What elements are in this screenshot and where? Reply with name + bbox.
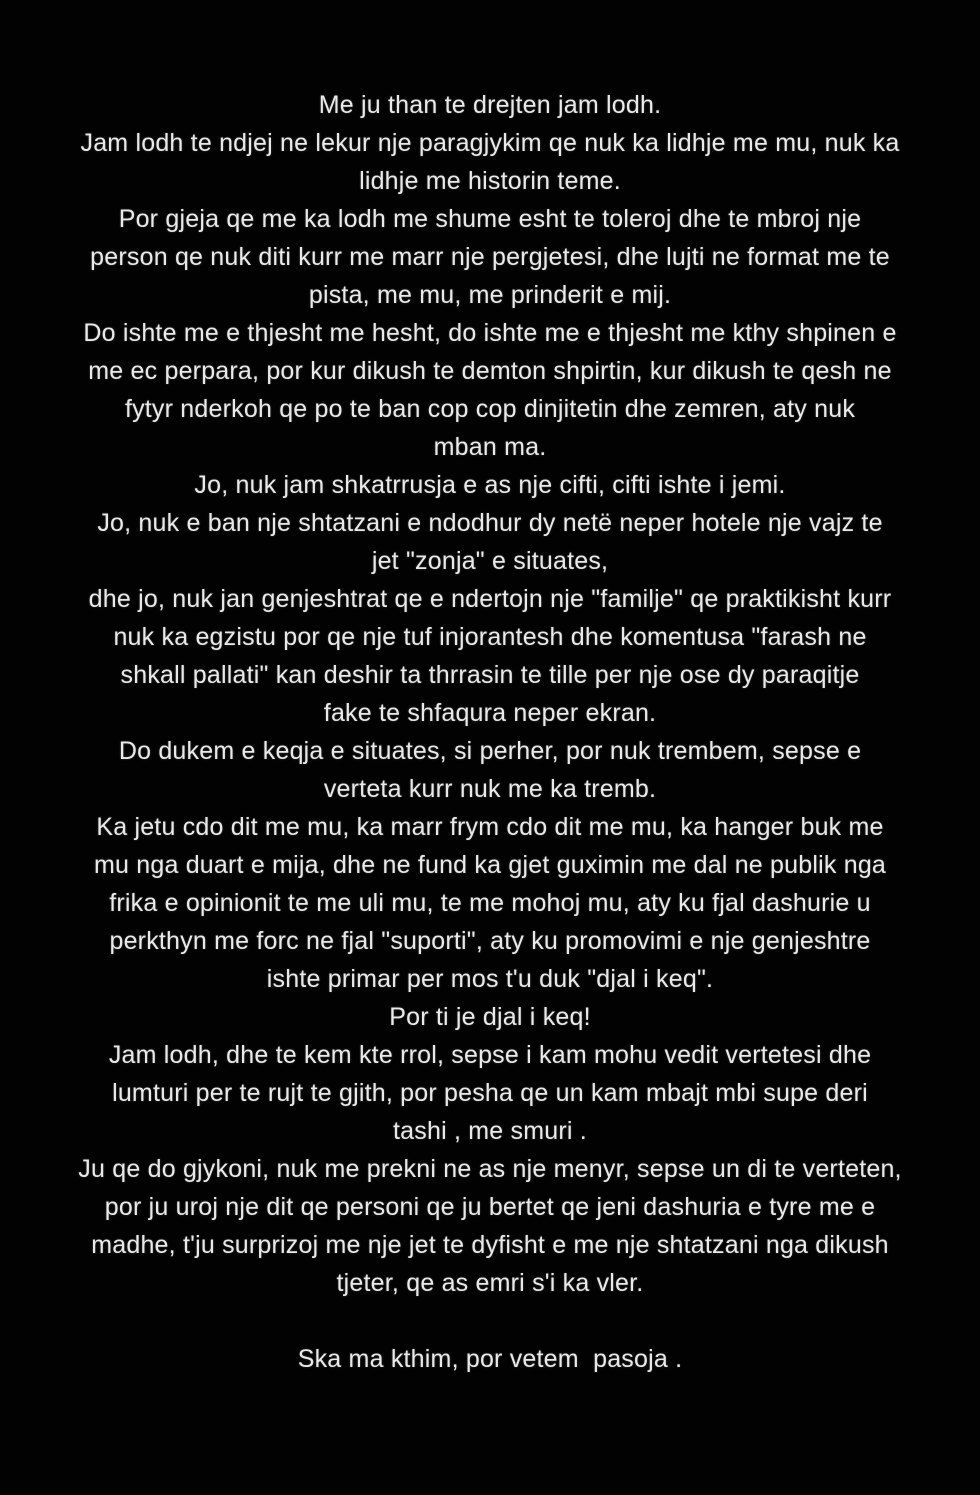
post-text-line: me ec perpara, por kur dikush te demton shpirtin, kur dikush te qesh ne bbox=[88, 357, 892, 385]
post-text-line: Ska ma kthim, por vetem pasoja . bbox=[297, 1345, 683, 1373]
post-text-line: frika e opinionit te me uli mu, te me mohoj mu, aty ku fjal dashurie u bbox=[109, 889, 871, 917]
post-text-line: fytyr nderkoh qe po te ban cop cop dinjitetin dhe zemren, aty nuk bbox=[124, 395, 856, 423]
post-text-line: Me ju than te drejten jam lodh. bbox=[318, 91, 662, 119]
post-text-line: ishte primar per mos t'u duk "djal i keq". bbox=[266, 965, 714, 993]
post-text-line: person qe nuk diti kurr me marr nje pergjetesi, dhe lujti ne format me te bbox=[90, 243, 890, 271]
post-text-line: shkall pallati" kan deshir ta thrrasin te tille per nje ose dy paraqitje bbox=[120, 661, 860, 689]
post-text-line: por ju uroj nje dit qe personi qe ju bertet qe jeni dashuria e tyre me e bbox=[104, 1193, 876, 1221]
post-text-line: Ka jetu cdo dit me mu, ka marr frym cdo dit me mu, ka hanger buk me bbox=[96, 813, 884, 841]
post-text-line: Ju qe do gjykoni, nuk me prekni ne as nje menyr, sepse un di te verteten, bbox=[78, 1155, 902, 1183]
post-text-line: perkthyn me forc ne fjal "suporti", aty ku promovimi e nje genjeshtre bbox=[109, 927, 871, 955]
post-text-line: dhe jo, nuk jan genjeshtrat qe e ndertojn nje "familje" qe praktikisht kurr bbox=[88, 585, 892, 613]
post-text-line: jet "zonja" e situates, bbox=[371, 547, 609, 575]
post-text-line: Do dukem e keqja e situates, si perher, por nuk trembem, sepse e bbox=[118, 737, 862, 765]
post-text-line: lumturi per te rujt te gjith, por pesha qe un kam mbajt mbi supe deri bbox=[112, 1079, 868, 1107]
post-text-line: Jo, nuk e ban nje shtatzani e ndodhur dy netë neper hotele nje vajz te bbox=[97, 509, 883, 537]
post-text-line bbox=[14, 1302, 966, 1340]
post-text-line: Jam lodh, dhe te kem kte rrol, sepse i kam mohu vedit vertetesi dhe bbox=[108, 1041, 872, 1069]
post-text-line: Jam lodh te ndjej ne lekur nje paragjykim qe nuk ka lidhje me mu, nuk ka bbox=[80, 129, 900, 157]
post-text-line: fake te shfaqura neper ekran. bbox=[323, 699, 657, 727]
post-text-line: tashi , me smuri . bbox=[393, 1117, 587, 1145]
post-text-line: Por ti je djal i keq! bbox=[389, 1003, 591, 1031]
post-text-line: Do ishte me e thjesht me hesht, do ishte me e thjesht me kthy shpinen e bbox=[83, 319, 897, 347]
post-text-line: mu nga duart e mija, dhe ne fund ka gjet guximin me dal ne publik nga bbox=[93, 851, 887, 879]
post-text-line: mban ma. bbox=[433, 433, 547, 461]
post-text-line: nuk ka egzistu por qe nje tuf injorantesh dhe komentusa "farash ne bbox=[113, 623, 867, 651]
post-text-line: Jo, nuk jam shkatrrusja e as nje cifti, cifti ishte i jemi. bbox=[194, 471, 786, 499]
post-text-line: lidhje me historin teme. bbox=[359, 167, 621, 195]
post-text bbox=[0, 86, 980, 1378]
post-text-line: tjeter, qe as emri s'i ka vler. bbox=[336, 1269, 644, 1297]
post-text-line: madhe, t'ju surprizoj me nje jet te dyfisht e me nje shtatzani nga dikush bbox=[91, 1231, 889, 1259]
post-text-line: Por gjeja qe me ka lodh me shume esht te toleroj dhe te mbroj nje bbox=[118, 205, 862, 233]
post-text-line: pista, me mu, me prinderit e mij. bbox=[308, 281, 672, 309]
post-text-line: verteta kurr nuk me ka tremb. bbox=[323, 775, 657, 803]
